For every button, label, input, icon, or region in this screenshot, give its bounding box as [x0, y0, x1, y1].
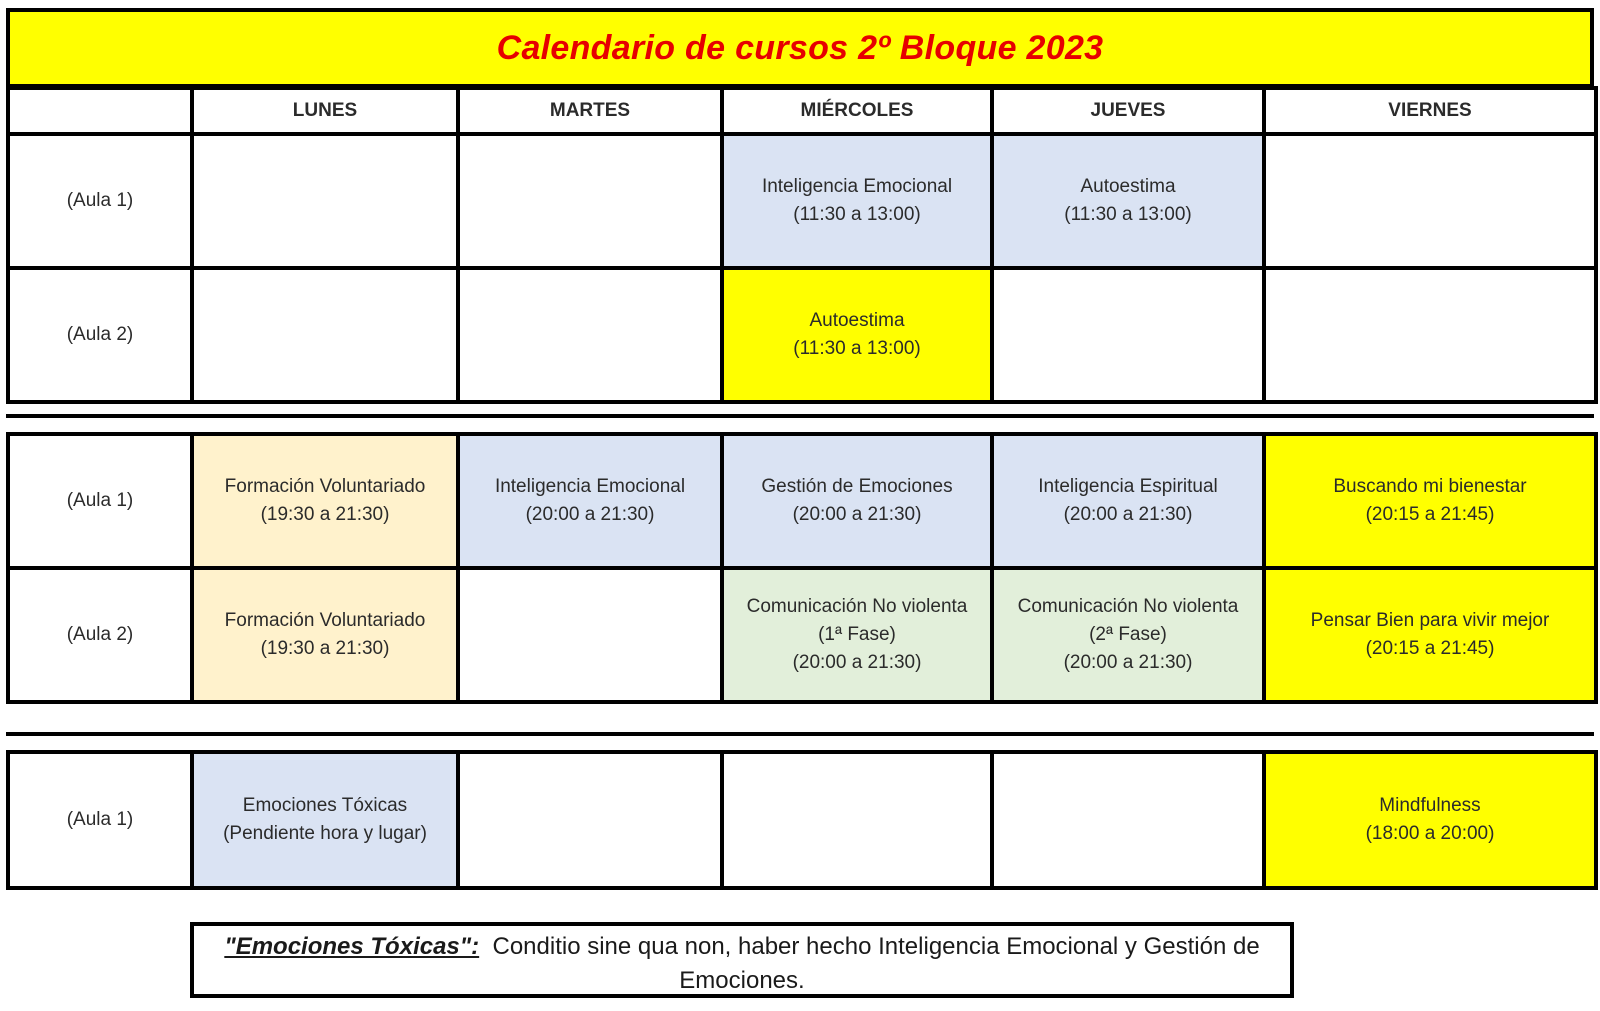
course-name: Inteligencia Emocional	[761, 176, 953, 197]
course-name: Buscando mi bienestar	[1333, 476, 1527, 497]
schedule-block-3	[6, 750, 1598, 890]
page-title: Calendario de cursos 2º Bloque 2023	[496, 28, 1104, 67]
course-cell	[722, 568, 992, 702]
course-cell	[458, 434, 722, 568]
course-time: (19:30 a 21:30)	[260, 504, 390, 525]
note-text: Conditio sine qua non, haber hecho Inteligencia Emocional y Gestión de Emociones.	[492, 933, 1260, 994]
empty-cell	[458, 134, 722, 268]
block2-aula1-row	[8, 434, 1596, 568]
course-name: Comunicación No violenta	[1017, 596, 1239, 617]
course-time: (Pendiente hora y lugar)	[223, 823, 427, 844]
note-title: "Emociones Tóxicas":	[224, 933, 480, 960]
row-label-aula2: (Aula 2)	[8, 568, 192, 702]
course-cell	[192, 434, 458, 568]
course-time: (20:00 a 21:30)	[792, 652, 922, 673]
course-cell	[992, 434, 1264, 568]
block-separator	[6, 732, 1594, 736]
course-cell	[1264, 434, 1596, 568]
course-name: Inteligencia Emocional	[494, 476, 686, 497]
course-name: Autoestima	[809, 310, 905, 331]
block1-aula1-row	[8, 134, 1596, 268]
course-time: (20:00 a 21:30)	[1063, 504, 1193, 525]
course-phase: (2ª Fase)	[1089, 624, 1167, 645]
empty-cell	[458, 268, 722, 402]
course-time: (20:00 a 21:30)	[1063, 652, 1193, 673]
course-name: Pensar Bien para vivir mejor	[1310, 610, 1550, 631]
day-header-miercoles: MIÉRCOLES	[722, 88, 992, 134]
course-time: (11:30 a 13:00)	[793, 204, 921, 225]
day-header-lunes: LUNES	[192, 88, 458, 134]
day-header-row	[8, 88, 1596, 134]
empty-cell	[458, 568, 722, 702]
course-cell	[192, 568, 458, 702]
empty-cell	[992, 268, 1264, 402]
course-cell	[192, 752, 458, 888]
course-cell	[1264, 752, 1596, 888]
prerequisite-note	[190, 922, 1294, 998]
course-name: Inteligencia Espiritual	[1038, 476, 1218, 497]
course-time: (20:00 a 21:30)	[525, 504, 655, 525]
course-name: Formación Voluntariado	[224, 610, 426, 631]
course-name: Mindfulness	[1379, 795, 1481, 816]
empty-cell	[458, 752, 722, 888]
block-separator	[6, 414, 1594, 418]
course-time: (18:00 a 20:00)	[1365, 823, 1495, 844]
day-header-viernes: VIERNES	[1264, 88, 1596, 134]
course-cell	[722, 434, 992, 568]
corner-cell	[8, 88, 192, 134]
row-label-aula1: (Aula 1)	[8, 134, 192, 268]
day-header-martes: MARTES	[458, 88, 722, 134]
course-time: (20:15 a 21:45)	[1365, 504, 1495, 525]
course-phase: (1ª Fase)	[818, 624, 896, 645]
course-name: Comunicación No violenta	[746, 596, 968, 617]
course-name: Emociones Tóxicas	[242, 795, 408, 816]
course-time: (11:30 a 13:00)	[1064, 204, 1192, 225]
course-name: Gestión de Emociones	[761, 476, 953, 497]
course-time: (20:00 a 21:30)	[792, 504, 922, 525]
empty-cell	[192, 268, 458, 402]
course-cell	[992, 134, 1264, 268]
schedule-block-2	[6, 432, 1598, 704]
block3-aula1-row	[8, 752, 1596, 888]
empty-cell	[992, 752, 1264, 888]
course-name: Formación Voluntariado	[224, 476, 426, 497]
block2-aula2-row	[8, 568, 1596, 702]
course-cell	[722, 134, 992, 268]
empty-cell	[1264, 268, 1596, 402]
course-cell	[992, 568, 1264, 702]
row-label-aula2: (Aula 2)	[8, 268, 192, 402]
course-cell	[722, 268, 992, 402]
course-time: (19:30 a 21:30)	[260, 638, 390, 659]
empty-cell	[1264, 134, 1596, 268]
schedule-block-1	[6, 86, 1598, 404]
empty-cell	[192, 134, 458, 268]
empty-cell	[722, 752, 992, 888]
row-label-aula1: (Aula 1)	[8, 752, 192, 888]
course-time: (11:30 a 13:00)	[793, 338, 921, 359]
day-header-jueves: JUEVES	[992, 88, 1264, 134]
title-banner	[6, 8, 1594, 88]
course-cell	[1264, 568, 1596, 702]
block1-aula2-row	[8, 268, 1596, 402]
row-label-aula1: (Aula 1)	[8, 434, 192, 568]
course-time: (20:15 a 21:45)	[1365, 638, 1495, 659]
course-name: Autoestima	[1080, 176, 1176, 197]
